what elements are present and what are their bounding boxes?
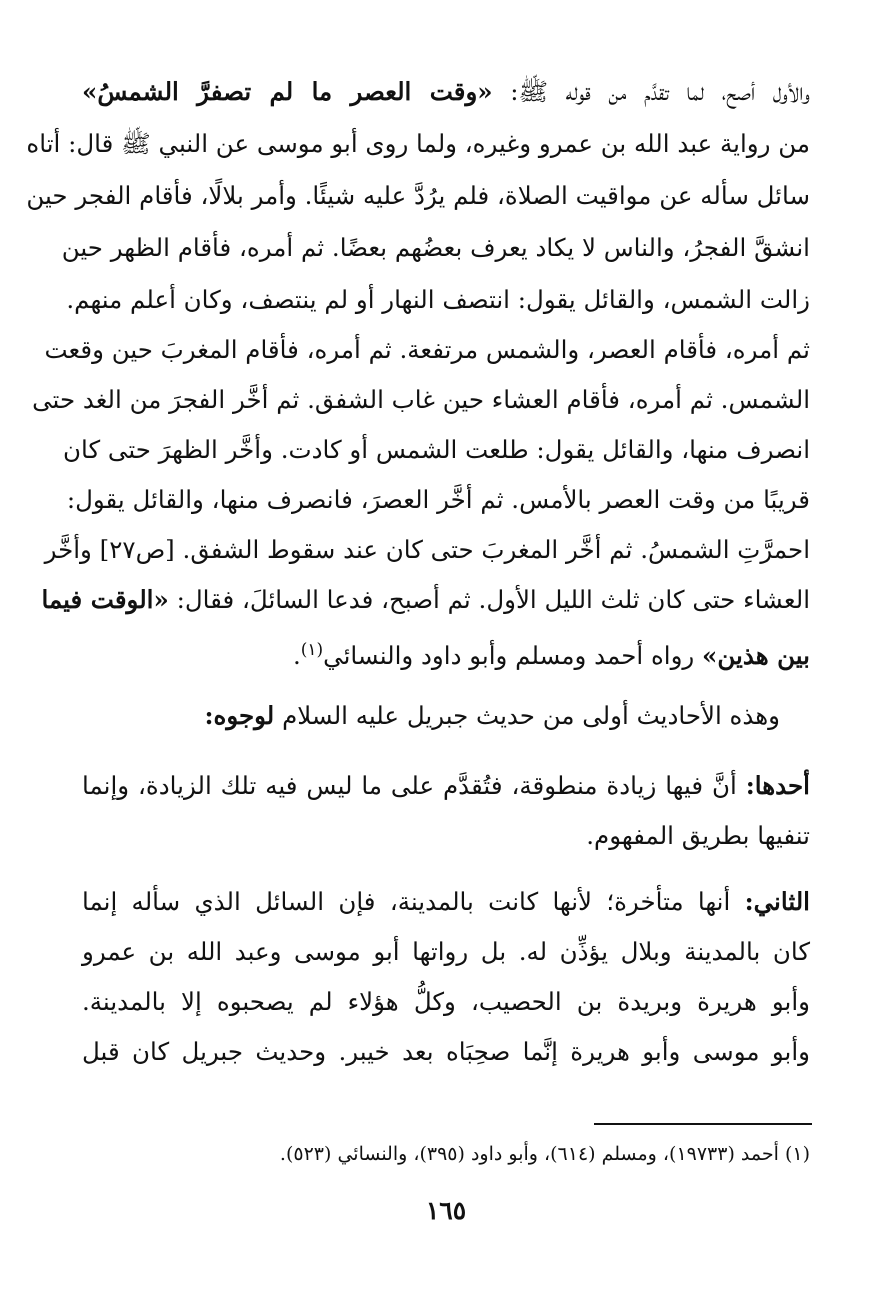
body-line [82, 696, 780, 736]
text-run: . [292, 641, 301, 671]
body-line: انشقَّ الفجرُ، والناس لا يكاد يعرف بعضُهم بعضًا. ثم أمره، فأقام الظهر حين [61, 233, 810, 262]
body-line: احمرَّتِ الشمسُ. ثم أخَّر المغربَ حتى كان عند سقوط الشفق. [ص٢٧] وأخَّر [44, 535, 810, 564]
point-label: أحدها: [745, 771, 810, 800]
body-line: من رواية عبد الله بن عمرو وغيره، ولما روى أبو موسى عن النبي ﷺ قال: أتاه [26, 129, 810, 158]
body-line: الشمس. ثم أمره، فأقام العشاء حين غاب الشفق. ثم أخَّر الفجرَ من الغد حتى [32, 385, 810, 414]
text-run: والأول أصح، لما تقدَّم من قوله ﷺ: [492, 77, 811, 106]
text-run: العشاء حتى كان ثلث الليل الأول. ثم أصبح، فدعا السائلَ، فقال: [168, 585, 810, 614]
body-line: وأبو موسى وأبو هريرة إنَّما صحِبَاه بعد خيبر. وحديث جبريل كان قبل [82, 1037, 810, 1066]
body-line: انصرف منها، والقائل يقول: طلعت الشمس أو كادت. وأخَّر الظهرَ حتى كان [63, 435, 810, 464]
body-line [82, 72, 810, 112]
hadith-quote: «وقت العصر ما لم تصفرَّ الشمسُ» [82, 77, 493, 106]
text-run: أنها متأخرة؛ لأنها كانت بالمدينة، فإن السائل الذي سأله إنما [82, 887, 745, 916]
body-line: قريبًا من وقت العصر بالأمس. ثم أخَّر العصرَ، فانصرف منها، والقائل يقول: [66, 485, 810, 514]
footnote-marker[interactable]: (١) [300, 640, 324, 660]
point-label: الثاني: [744, 887, 810, 916]
hadith-quote: «الوقت فيما [41, 585, 169, 614]
footnote-divider [594, 1123, 812, 1125]
body-line: تنفيها بطريق المفهوم. [586, 821, 810, 850]
body-line [82, 766, 810, 806]
body-line [82, 882, 810, 922]
hadith-quote: بين هذين» [702, 641, 810, 671]
page-number: ١٦٥ [425, 1196, 467, 1225]
body-line: زالت الشمس، والقائل يقول: انتصف النهار أو لم ينتصف، وكان أعلم منهم. [66, 285, 810, 314]
text-run: رواه أحمد ومسلم وأبو داود والنسائي [323, 641, 703, 671]
text-run: أنَّ فيها زيادة منطوقة، فتُقدَّم على ما ليس فيه تلك الزيادة، وإنما [82, 771, 746, 800]
body-line: كان بالمدينة وبلال يؤذِّن له. بل رواتها أبو موسى وعبد الله بن عمرو [82, 937, 810, 966]
emphasis: لوجوه: [204, 701, 275, 730]
footnote: (١) أحمد (١٩٧٣٣)، ومسلم (٦١٤)، وأبو داود (٣٩٥)، والنسائي (٥٢٣). [279, 1143, 810, 1165]
body-line [41, 580, 810, 620]
body-line [82, 630, 810, 676]
body-line: ثم أمره، فأقام العصر، والشمس مرتفعة. ثم أمره، فأقام المغربَ حين وقعت [44, 335, 810, 364]
body-line: وأبو هريرة وبريدة بن الحصيب، وكلُّ هؤلاء لم يصحبوه إلا بالمدينة. [82, 987, 810, 1016]
text-run: وهذه الأحاديث أولى من حديث جبريل عليه السلام [274, 701, 780, 730]
body-line: سائل سأله عن مواقيت الصلاة، فلم يرُدَّ عليه شيئًا. وأمر بلالًا، فأقام الفجر حين [26, 181, 810, 210]
